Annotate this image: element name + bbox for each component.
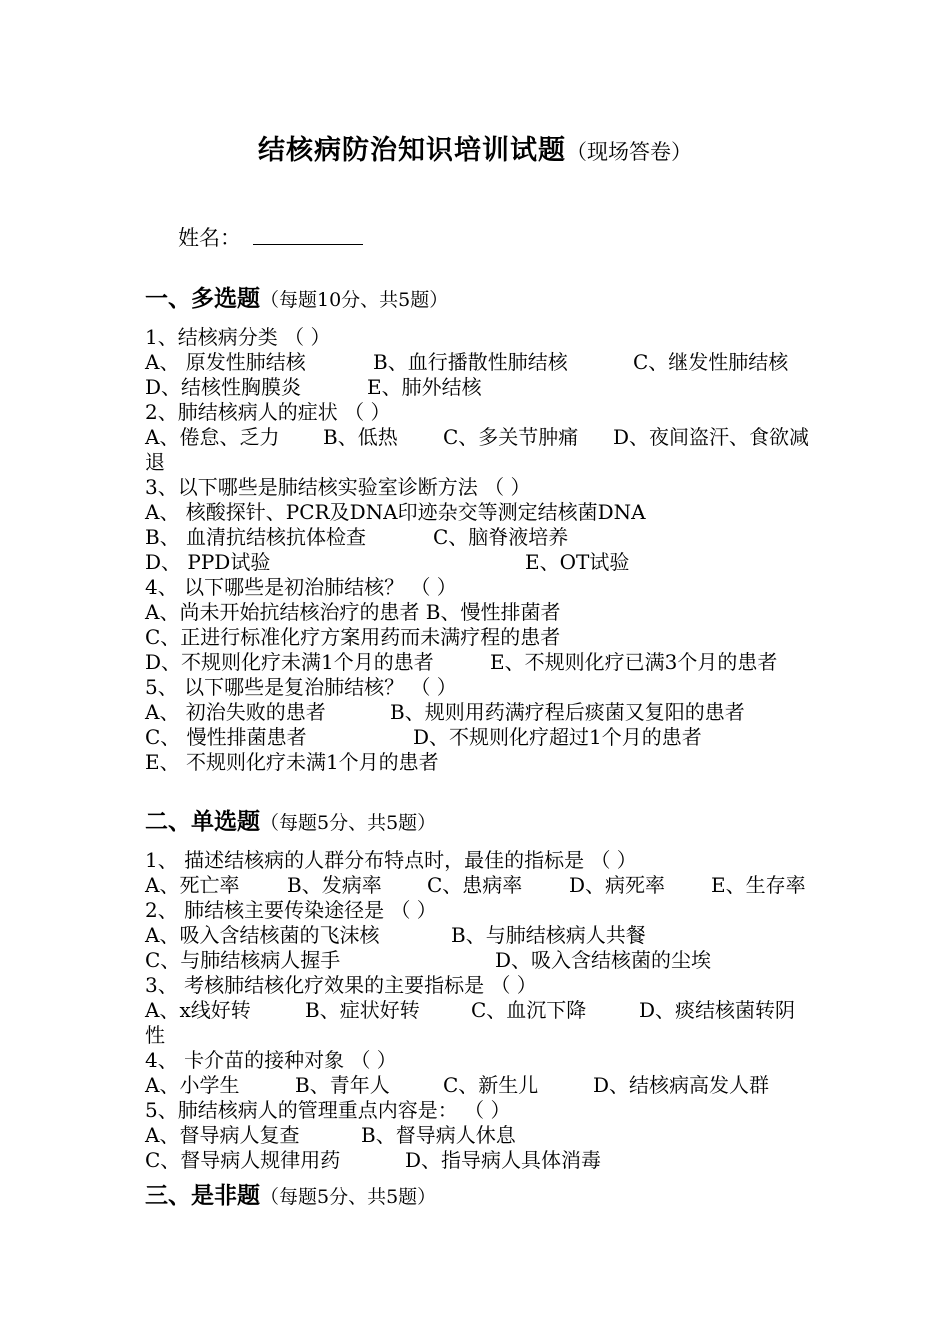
answer-option: C、督导病人规律用药 xyxy=(145,1148,341,1172)
answer-option: B、血行播散性肺结核 xyxy=(373,350,568,374)
question-line xyxy=(145,575,815,600)
question-text: 1、 描述结核病的人群分布特点时，最佳的指标是 （ ） xyxy=(145,848,637,872)
page-title xyxy=(0,133,950,170)
option-line xyxy=(145,700,815,725)
answer-option: A、 原发性肺结核 xyxy=(145,350,306,374)
question-line xyxy=(145,848,815,873)
section-1 xyxy=(145,284,815,775)
title-sub: （现场答卷） xyxy=(566,140,692,164)
answer-option: D、 PPD试验 xyxy=(145,550,271,574)
option-line xyxy=(145,350,815,375)
answer-option: B、症状好转 xyxy=(305,998,420,1022)
question-line xyxy=(145,898,815,923)
option-line xyxy=(145,873,815,898)
option-line xyxy=(145,600,815,625)
answer-option: C、与肺结核病人握手 xyxy=(145,948,341,972)
section-note: （每题10分、共5题） xyxy=(260,289,449,311)
option-line xyxy=(145,550,815,575)
question-text: 3、以下哪些是肺结核实验室诊断方法 （ ） xyxy=(145,475,531,499)
name-field xyxy=(178,224,363,252)
answer-option: B、规则用药满疗程后痰菌又复阳的患者 xyxy=(390,700,745,724)
answer-option: A、倦怠、乏力 xyxy=(145,425,280,449)
name-label: 姓名： xyxy=(178,226,241,250)
section-prefix: 二、 xyxy=(145,808,191,835)
answer-option: D、不规则化疗未满1个月的患者 xyxy=(145,650,434,674)
answer-option: A、小学生 xyxy=(145,1073,240,1097)
answer-option: E、 不规则化疗未满1个月的患者 xyxy=(145,750,439,774)
answer-option: C、患病率 xyxy=(427,873,523,897)
answer-option: A、吸入含结核菌的飞沫核 xyxy=(145,923,380,947)
answer-option: E、不规则化疗已满3个月的患者 xyxy=(490,650,778,674)
option-line xyxy=(145,1073,815,1098)
section-note: （每题5分、共5题） xyxy=(260,812,437,834)
answer-option: C、新生儿 xyxy=(443,1073,539,1097)
answer-option: C、多关节肿痛 xyxy=(443,425,579,449)
section-title: 单选题 xyxy=(191,808,260,835)
answer-option: B、低热 xyxy=(323,425,398,449)
question-line xyxy=(145,973,815,998)
answer-option: D、夜间盗汗、食欲减 xyxy=(613,425,810,449)
option-line xyxy=(145,375,815,400)
title-main: 结核病防治知识培训试题 xyxy=(258,135,566,166)
answer-option: B、 血清抗结核抗体检查 xyxy=(145,525,367,549)
question-line xyxy=(145,475,815,500)
answer-option: C、脑脊液培养 xyxy=(433,525,569,549)
question-line xyxy=(145,1098,815,1123)
answer-option: E、肺外结核 xyxy=(367,375,482,399)
section-heading xyxy=(145,1181,815,1212)
option-line xyxy=(145,525,815,550)
answer-option: B、与肺结核病人共餐 xyxy=(451,923,646,947)
question-text: 5、 以下哪些是复治肺结核？ （ ） xyxy=(145,675,457,699)
question-text: 退 xyxy=(145,450,165,474)
answer-option: A、 核酸探针、PCR及DNA印迹杂交等测定结核菌DNA xyxy=(145,500,646,524)
answer-option: D、痰结核菌转阴 xyxy=(639,998,796,1022)
option-line xyxy=(145,450,815,475)
answer-option: E、生存率 xyxy=(711,873,806,897)
option-line xyxy=(145,625,815,650)
answer-option: D、吸入含结核菌的尘埃 xyxy=(495,948,712,972)
question-line xyxy=(145,1048,815,1073)
question-text: 4、 卡介苗的接种对象 （ ） xyxy=(145,1048,397,1072)
question-line xyxy=(145,325,815,350)
answer-option: B、发病率 xyxy=(287,873,382,897)
answer-option: D、结核性胸膜炎 xyxy=(145,375,302,399)
question-line xyxy=(145,675,815,700)
option-line xyxy=(145,650,815,675)
section-prefix: 三、 xyxy=(145,1182,191,1209)
question-text: 1、结核病分类 （ ） xyxy=(145,325,331,349)
answer-option: D、不规则化疗超过1个月的患者 xyxy=(413,725,702,749)
question-text: 2、 肺结核主要传染途径是 （ ） xyxy=(145,898,437,922)
question-text: 2、肺结核病人的症状 （ ） xyxy=(145,400,391,424)
answer-option: D、结核病高发人群 xyxy=(593,1073,770,1097)
option-line xyxy=(145,750,815,775)
question-text: 4、 以下哪些是初治肺结核？ （ ） xyxy=(145,575,457,599)
answer-option: A、x线好转 xyxy=(145,998,251,1022)
option-line xyxy=(145,1148,815,1173)
section-title: 多选题 xyxy=(191,285,260,312)
answer-option: C、继发性肺结核 xyxy=(633,350,789,374)
question-text: 5、肺结核病人的管理重点内容是： （ ） xyxy=(145,1098,511,1122)
answer-option: B、督导病人休息 xyxy=(361,1123,516,1147)
option-line xyxy=(145,500,815,525)
answer-option: A、 初治失败的患者 xyxy=(145,700,326,724)
section-title: 是非题 xyxy=(191,1182,260,1209)
answer-option: C、正进行标准化疗方案用药而未满疗程的患者 xyxy=(145,625,561,649)
option-line xyxy=(145,425,815,450)
option-line xyxy=(145,923,815,948)
section-note: （每题5分、共5题） xyxy=(260,1186,437,1208)
answer-option: D、病死率 xyxy=(569,873,666,897)
option-line xyxy=(145,1023,815,1048)
question-line xyxy=(145,400,815,425)
option-line xyxy=(145,1123,815,1148)
answer-option: C、血沉下降 xyxy=(471,998,587,1022)
answer-option: E、OT试验 xyxy=(525,550,630,574)
option-line xyxy=(145,948,815,973)
section-prefix: 一、 xyxy=(145,285,191,312)
section-2 xyxy=(145,807,815,1173)
name-blank[interactable] xyxy=(253,224,363,245)
section-heading xyxy=(145,807,815,838)
section-3 xyxy=(145,1181,815,1222)
answer-option: C、 慢性排菌患者 xyxy=(145,725,307,749)
option-line xyxy=(145,725,815,750)
answer-option: B、青年人 xyxy=(295,1073,390,1097)
answer-option: D、指导病人具体消毒 xyxy=(405,1148,602,1172)
question-text: 3、 考核肺结核化疗效果的主要指标是 （ ） xyxy=(145,973,537,997)
answer-option: A、尚未开始抗结核治疗的患者 B、慢性排菌者 xyxy=(145,600,561,624)
section-heading xyxy=(145,284,815,315)
question-text: 性 xyxy=(145,1023,165,1047)
answer-option: A、督导病人复查 xyxy=(145,1123,300,1147)
option-line xyxy=(145,998,815,1023)
answer-option: A、死亡率 xyxy=(145,873,240,897)
